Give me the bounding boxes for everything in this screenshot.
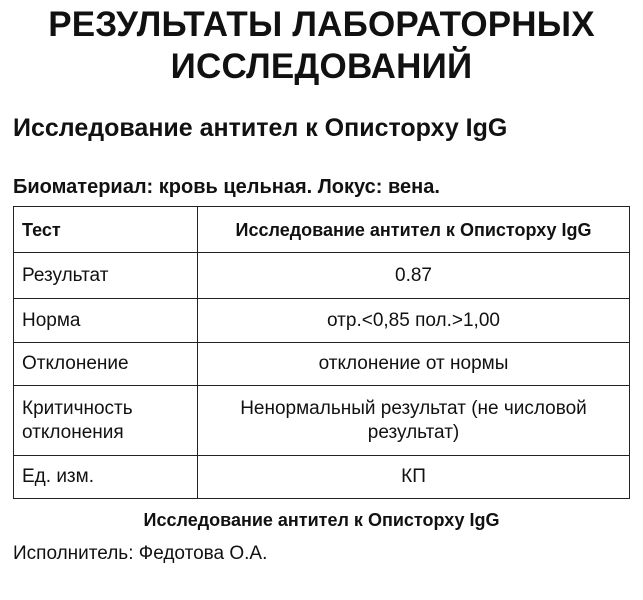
page-title-line-1: РЕЗУЛЬТАТЫ ЛАБОРАТОРНЫХ	[48, 5, 595, 44]
table-row-norm	[14, 299, 630, 343]
table-row-criticality	[14, 386, 630, 456]
row-value-cell: отр.<0,85 пол.>1,00	[198, 299, 630, 343]
row-param-cell: Критичность отклонения	[14, 386, 198, 456]
table-row-result	[14, 253, 630, 299]
header-param-cell: Тест	[14, 207, 198, 253]
row-param-cell: Отклонение	[14, 343, 198, 386]
row-value-cell: отклонение от нормы	[198, 343, 630, 386]
row-param-cell: Ед. изм.	[14, 456, 198, 499]
row-param-cell: Результат	[14, 253, 198, 299]
biomaterial-info: Биоматериал: кровь цельная. Локус: вена.	[13, 176, 440, 198]
row-value-cell: Ненормальный результат (не числовой результат)	[198, 386, 630, 456]
row-value-cell: 0.87	[198, 253, 630, 299]
table-row-unit	[14, 456, 630, 499]
row-value-cell: КП	[198, 456, 630, 499]
row-param-cell: Норма	[14, 299, 198, 343]
table-header-row	[14, 207, 630, 253]
table-row-deviation	[14, 343, 630, 386]
page-title	[0, 4, 643, 88]
page-title-line-2: ИССЛЕДОВАНИЙ	[170, 47, 473, 86]
footer-test-name: Исследование антител к Описторху IgG	[143, 510, 500, 530]
results-table	[13, 206, 630, 499]
test-heading: Исследование антител к Описторху IgG	[13, 114, 508, 142]
header-value-cell: Исследование антител к Описторху IgG	[198, 207, 630, 253]
executor-info: Исполнитель: Федотова О.А.	[13, 543, 268, 564]
